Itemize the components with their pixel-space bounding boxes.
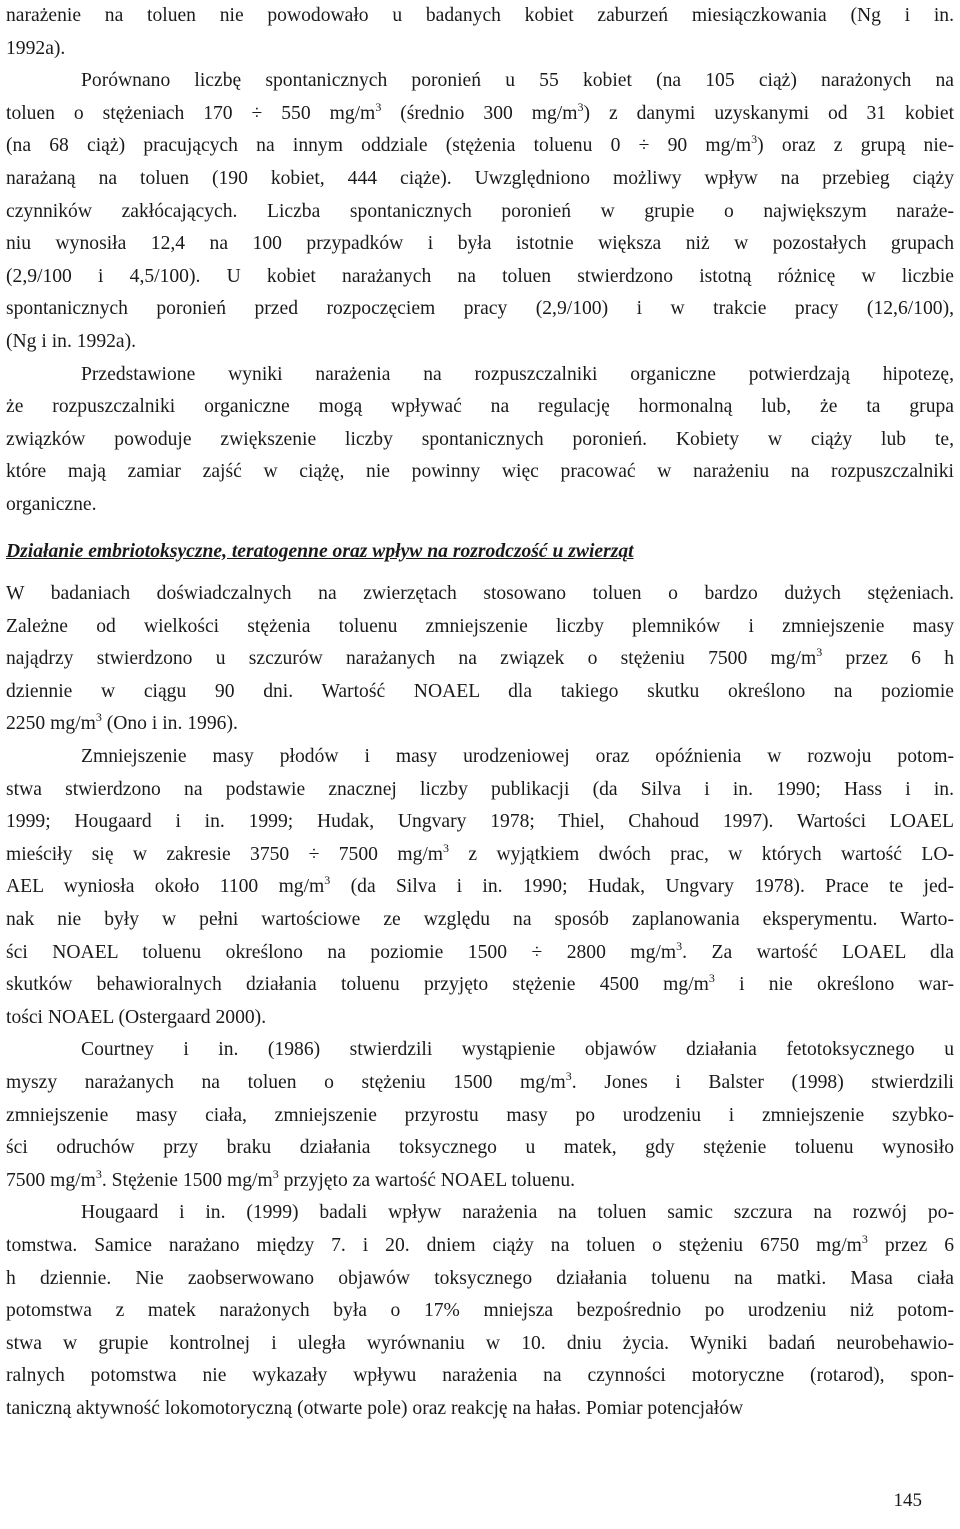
paragraph <box>6 0 954 65</box>
text-line: że rozpuszczalniki organiczne mogą wpływać na regulację hormonalną lub, że ta grupa <box>6 396 954 418</box>
text-line: spontanicznych poronień przed rozpoczęciem pracy (2,9/100) i w trakcie pracy (12,6/100), <box>6 298 954 320</box>
section-heading <box>6 536 954 569</box>
text-line: myszy narażanych na toluen o stężeniu 1500 $mg/m^3$. Jones i Balster (1998) stwierdzili <box>6 1069 955 1093</box>
text-line: mieściły się w zakresie 3750 ÷ 7500 $mg/m^3$ z wyjątkiem dwóch prac, w których wartość LO- <box>6 840 954 865</box>
text-line: Zależne od wielkości stężenia toluenu zmniejszenie liczby plemników i zmniejszenie masy <box>6 615 954 637</box>
text-line: 2250 $mg/m^3$ (Ono i in. 1996). <box>6 710 238 735</box>
text-line: (na 68 ciąż) pracujących na innym oddziale (stężenia toluenu 0 ÷ 90 $mg/m^3$) oraz z grupą nie- <box>6 132 954 157</box>
text-line: zmniejszenie masy ciała, zmniejszenie przyrostu masy po urodzeniu i zmniejszenie szybko- <box>6 1104 954 1126</box>
text-line: niu wynosiła 12,4 na 100 przypadków i była istotnie większa niż w pozostałych grupach <box>6 233 954 255</box>
text-line: nak nie były w pełni wartościowe ze względu na sposób zaplanowania eksperymentu. Warto- <box>6 909 954 931</box>
text-line: Porównano liczbę spontanicznych poronień u 55 kobiet (na 105 ciąż) narażonych na <box>81 70 954 92</box>
superscript-exponent: 3 <box>708 971 715 986</box>
paragraph <box>6 65 954 358</box>
section-heading-text: Działanie embriotoksyczne, teratogenne oraz wpływ na rozrodczość u zwierząt <box>6 540 634 562</box>
paragraph <box>6 1197 954 1425</box>
paragraph <box>6 578 954 741</box>
paragraph <box>6 1034 954 1197</box>
text-line: (Ng i in. 1992a). <box>6 330 137 352</box>
text-line: h dziennie. Nie zaobserwowano objawów toksycznego działania toluenu na matki. Masa ciała <box>6 1267 954 1289</box>
text-line: tości NOAEL (Ostergaard 2000). <box>6 1006 267 1028</box>
superscript-exponent: 3 <box>816 645 823 660</box>
text-line: ści odruchów przy braku działania toksycznego u matek, gdy stężenie toluenu wynosiło <box>6 1137 954 1159</box>
text-line: najądrzy stwierdzono u szczurów narażanych na związek o stężeniu 7500 $mg/m^3$ przez 6 h <box>6 645 954 670</box>
text-line: narażenie na toluen nie powodowało u badanych kobiet zaburzeń miesiączkowania (Ng i in. <box>6 5 954 26</box>
superscript-exponent: 3 <box>95 710 102 725</box>
text-line: tomstwa. Samice narażano między 7. i 20. dniem ciąży na toluen o stężeniu 6750 $mg/m^3$ przez 6 <box>6 1231 954 1256</box>
text-line: W badaniach doświadczalnych na zwierzętach stosowano toluen o bardzo dużych stężeniach. <box>6 583 954 605</box>
superscript-exponent: 3 <box>443 840 450 855</box>
superscript-exponent: 3 <box>272 1166 279 1181</box>
superscript-exponent: 3 <box>324 873 331 888</box>
text-line: dziennie w ciągu 90 dni. Wartość NOAEL dla takiego skutku określono na poziomie <box>6 680 954 702</box>
superscript-exponent: 3 <box>751 132 758 147</box>
superscript-exponent: 3 <box>676 938 683 953</box>
superscript-exponent: 3 <box>861 1231 868 1246</box>
superscript-exponent: 3 <box>95 1166 102 1181</box>
document-page <box>6 0 954 1529</box>
text-line: skutków behawioralnych działania toluenu przyjęto stężenie 4500 $mg/m^3$ i nie określono war- <box>6 971 954 996</box>
text-line: które mają zamiar zajść w ciążę, nie powinny więc pracować w narażeniu na rozpuszczalniki <box>6 461 954 483</box>
page-number: 145 <box>893 1490 922 1511</box>
text-line: Hougaard i in. (1999) badali wpływ narażenia na toluen samic szczura na rozwój po- <box>81 1202 954 1224</box>
text-line: 1999; Hougaard i in. 1999; Hudak, Ungvary 1978; Thiel, Chahoud 1997). Wartości LOAEL <box>6 811 954 833</box>
paragraph <box>6 359 954 522</box>
document-body <box>6 0 954 1426</box>
superscript-exponent: 3 <box>375 99 382 114</box>
text-line: 1992a). <box>6 37 66 59</box>
text-line: związków powoduje zwiększenie liczby spontanicznych poronień. Kobiety w ciąży lub te, <box>6 428 954 450</box>
text-line: (2,9/100 i 4,5/100). U kobiet narażanych na toluen stwierdzono istotną różnicę w liczbie <box>6 265 954 287</box>
text-line: ralnych potomstwa nie wykazały wpływu narażenia na czynności motoryczne (rotarod), spon- <box>6 1365 954 1387</box>
paragraph <box>6 741 954 1034</box>
superscript-exponent: 3 <box>565 1069 572 1083</box>
text-line: potomstwa z matek narażonych była o 17% mniejsza bezpośrednio po urodzeniu niż potom- <box>6 1300 954 1322</box>
text-line: 7500 $mg/m^3$. Stężenie 1500 $mg/m^3$ przyjęto za wartość NOAEL toluenu. <box>6 1166 576 1191</box>
superscript-exponent: 3 <box>577 99 584 114</box>
text-line: Zmniejszenie masy płodów i masy urodzeniowej oraz opóźnienia w rozwoju potom- <box>81 746 954 768</box>
text-line: taniczną aktywność lokomotoryczną (otwarte pole) oraz reakcję na hałas. Pomiar potencjałów <box>6 1397 744 1419</box>
text-line: stwa stwierdzono na podstawie znacznej liczby publikacji (da Silva i in. 1990; Hass i in. <box>6 778 954 800</box>
text-line: organiczne. <box>6 493 97 515</box>
text-line: stwa w grupie kontrolnej i uległa wyrównaniu w 10. dniu życia. Wyniki badań neurobehawio- <box>6 1332 954 1354</box>
text-line: narażaną na toluen (190 kobiet, 444 ciąże). Uwzględniono możliwy wpływ na przebieg ciąży <box>6 167 954 189</box>
text-line: Courtney i in. (1986) stwierdzili wystąpienie objawów działania fetotoksycznego u <box>81 1039 954 1061</box>
text-line: ści NOAEL toluenu określono na poziomie 1500 ÷ 2800 $mg/m^3$. Za wartość LOAEL dla <box>6 938 954 963</box>
text-line: toluen o stężeniach 170 ÷ 550 $mg/m^3$ (średnio 300 $mg/m^3$) z danymi uzyskanymi od 31 kobiet <box>6 99 955 124</box>
text-line: Przedstawione wyniki narażenia na rozpuszczalniki organiczne potwierdzają hipotezę, <box>81 363 954 385</box>
text-line: AEL wyniosła około 1100 $mg/m^3$ (da Silva i in. 1990; Hudak, Ungvary 1978). Prace te jed- <box>6 873 954 898</box>
text-line: czynników zakłócających. Liczba spontanicznych poronień w grupie o największym naraże- <box>6 200 954 222</box>
